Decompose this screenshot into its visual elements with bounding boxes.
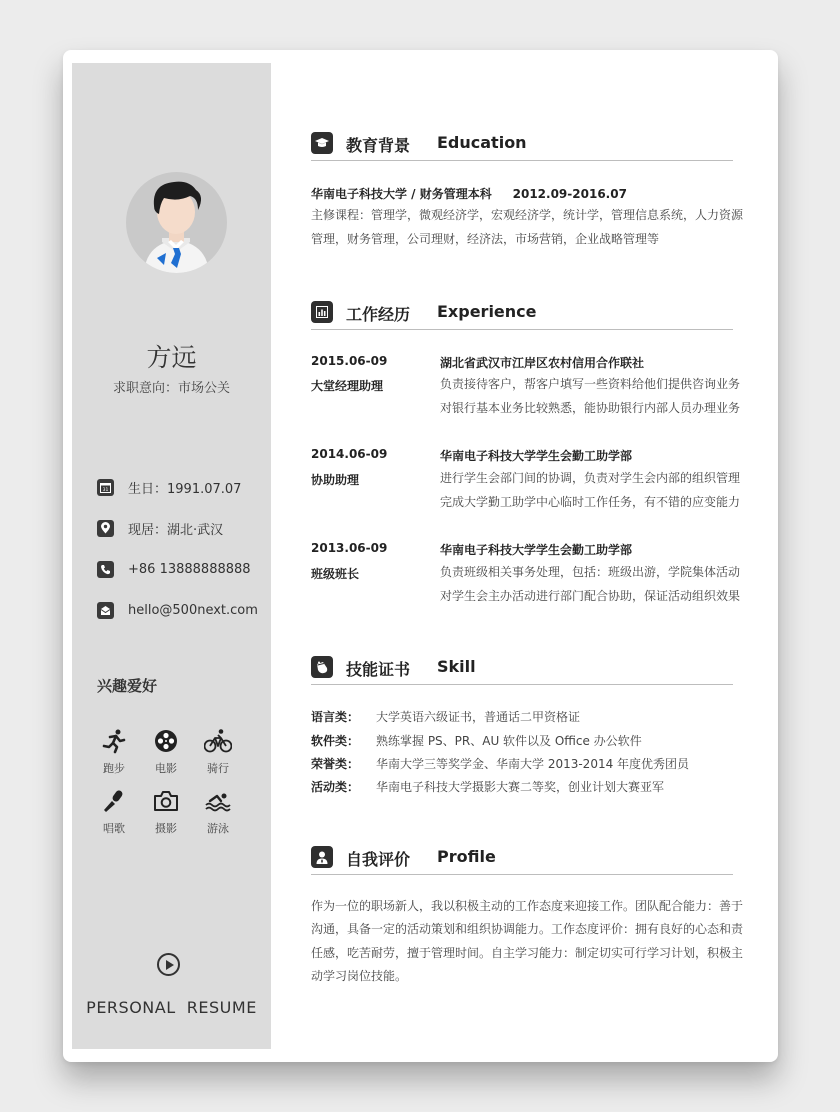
profile-line-1: 作为一位的职场新人，我以积极主动的工作态度来迎接工作。团队配合能力：善于 — [311, 899, 744, 913]
camera-icon — [153, 788, 179, 814]
candidate-name: 方远 — [146, 343, 197, 372]
exp-desc-1: 负责班级相关事务处理，包括：班级出游，学院集体活动 — [440, 565, 741, 579]
hobby-singing — [89, 788, 139, 836]
hobby-label: 游泳 — [207, 822, 229, 835]
hobby-running — [89, 728, 139, 776]
exp-desc-2: 对银行基本业务比较熟悉，能协助银行内部人员办理业务 — [440, 401, 741, 415]
avatar — [126, 172, 227, 273]
phone-text[interactable]: +86 13888888888 — [128, 561, 251, 577]
exp-role: 协助助理 — [311, 473, 360, 487]
courses-line-2: 管理，财务管理，公司理财，经济法，市场营销，企业战略管理等 — [311, 232, 660, 246]
profile-line-4: 动学习岗位技能。 — [311, 969, 408, 983]
phone-icon — [97, 561, 114, 578]
exp-date: 2014.06-09 — [311, 447, 388, 461]
hobby-label: 电影 — [155, 762, 177, 775]
skill-value: 大学英语六级证书，普通话二甲资格证 — [376, 710, 581, 724]
exp-role: 班级班长 — [311, 567, 360, 581]
hobby-label: 唱歌 — [103, 822, 125, 835]
graduation-cap-icon — [311, 132, 333, 154]
contact-phone — [97, 559, 251, 579]
section-title-cn: 技能证书 — [346, 660, 411, 679]
section-title-cn: 教育背景 — [346, 136, 411, 155]
contact-email — [97, 600, 258, 620]
profile-line-3: 任感，吃苦耐劳，擅于管理时间。自主学习能力：制定切实可行学习计划，积极主 — [311, 946, 744, 960]
exp-org: 湖北省武汉市江岸区农村信用合作联社 — [440, 356, 645, 370]
section-title-cn: 自我评价 — [346, 850, 411, 869]
bar-chart-icon — [311, 301, 333, 323]
film-reel-icon — [153, 728, 179, 754]
exp-org: 华南电子科技大学学生会勤工助学部 — [440, 543, 633, 557]
section-title-en: Skill — [437, 657, 476, 676]
contact-location — [97, 518, 223, 538]
hobby-cycling — [193, 728, 243, 776]
person-icon — [311, 846, 333, 868]
exp-desc-1: 负责接待客户，帮客户填写一些资料给他们提供咨询业务 — [440, 377, 741, 391]
hobby-photography — [141, 788, 191, 836]
section-title-cn: 工作经历 — [346, 305, 411, 324]
hobby-swimming — [193, 788, 243, 836]
skill-value: 华南电子科技大学摄影大赛二等奖，创业计划大赛亚军 — [376, 780, 665, 794]
swimming-icon — [204, 788, 232, 814]
location-text: 现居：湖北·武汉 — [128, 522, 224, 538]
exp-date: 2013.06-09 — [311, 541, 388, 555]
section-title-en: Profile — [437, 847, 496, 866]
skill-label: 语言类： — [311, 710, 360, 724]
hobby-label: 骑行 — [207, 762, 229, 775]
skill-label: 活动类： — [311, 780, 360, 794]
running-icon — [101, 728, 127, 754]
exp-role: 大堂经理助理 — [311, 379, 384, 393]
school-line: 华南电子科技大学 / 财务管理本科 2012.09-2016.07 — [311, 187, 627, 201]
svg-text:31: 31 — [102, 487, 109, 493]
skill-label: 软件类： — [311, 734, 360, 748]
hobby-label: 摄影 — [155, 822, 177, 835]
section-title-en: Experience — [437, 302, 537, 321]
section-title-en: Education — [437, 133, 527, 152]
hobbies-title: 兴趣爱好 — [97, 677, 158, 695]
calendar-icon — [97, 479, 114, 496]
mouse-icon — [311, 656, 333, 678]
skill-value: 华南大学三等奖学金、华南大学 2013-2014 年度优秀团员 — [376, 757, 690, 771]
skill-value: 熟练掌握 PS、PR、AU 软件以及 Office 办公软件 — [376, 734, 642, 748]
birthday-text: 生日：1991.07.07 — [128, 481, 242, 497]
microphone-icon — [101, 788, 127, 814]
exp-org: 华南电子科技大学学生会勤工助学部 — [440, 449, 633, 463]
profile-line-2: 沟通，具备一定的活动策划和组织协调能力。工作态度评价：拥有良好的心态和责 — [311, 922, 744, 936]
profile-header — [311, 845, 733, 875]
email-text[interactable]: hello@500next.com — [128, 602, 258, 618]
skill-label: 荣誉类： — [311, 757, 360, 771]
location-icon — [97, 520, 114, 537]
exp-desc-1: 进行学生会部门间的协调，负责对学生会内部的组织管理 — [440, 471, 741, 485]
experience-header — [311, 300, 733, 330]
personal-resume-label: PERSONAL RESUME — [86, 998, 257, 1017]
exp-date: 2015.06-09 — [311, 354, 388, 368]
hobby-label: 跑步 — [103, 762, 125, 775]
courses-line-1: 主修课程：管理学，微观经济学，宏观经济学，统计学，管理信息系统，人力资源 — [311, 208, 744, 222]
education-header — [311, 131, 733, 161]
job-intent: 求职意向：市场公关 — [112, 381, 230, 396]
exp-desc-2: 对学生会主办活动进行部门配合协助，保证活动组织效果 — [440, 589, 741, 603]
skill-header — [311, 655, 733, 685]
bicycle-icon — [204, 728, 232, 754]
exp-desc-2: 完成大学勤工助学中心临时工作任务，有不错的应变能力 — [440, 495, 741, 509]
contact-birthday — [97, 477, 241, 497]
hobby-movie — [141, 728, 191, 776]
play-icon[interactable] — [157, 953, 180, 976]
mail-icon — [97, 602, 114, 619]
